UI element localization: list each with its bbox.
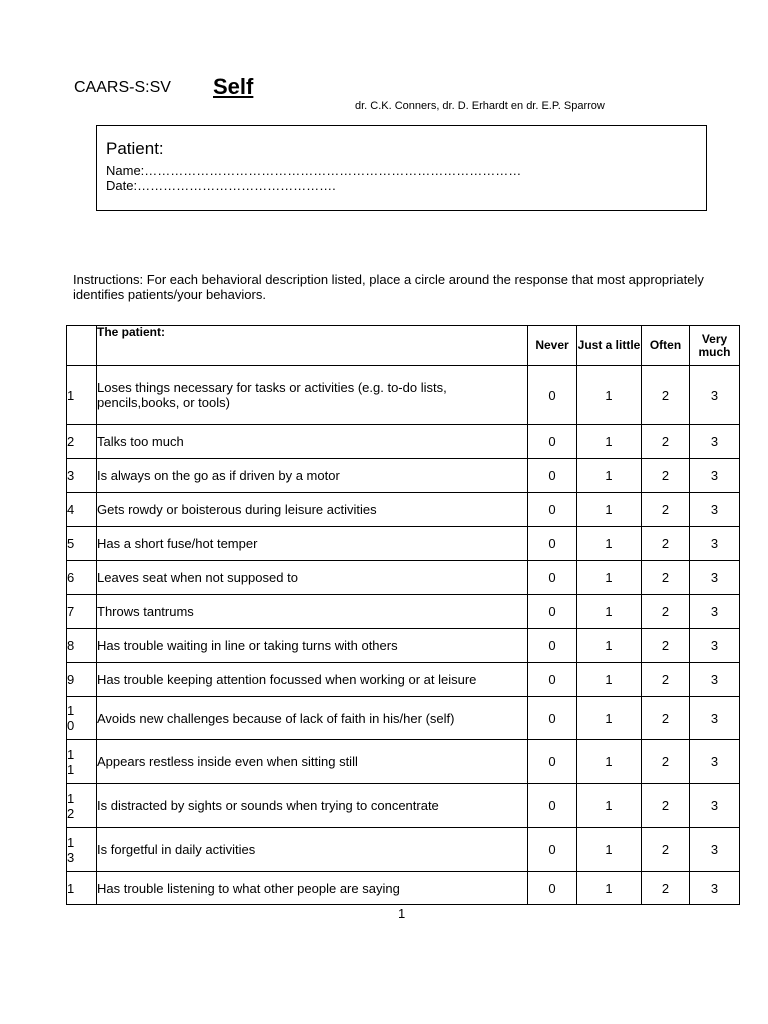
score-often[interactable]: 2 (642, 663, 690, 697)
name-field-line[interactable] (106, 163, 697, 178)
score-often[interactable]: 2 (642, 595, 690, 629)
item-number-cell (67, 697, 97, 740)
item-number-cell (67, 872, 97, 905)
item-number: 13 (67, 834, 75, 865)
name-dots: …………………………………………………………………………… (144, 163, 522, 178)
score-never[interactable]: 0 (528, 366, 577, 425)
date-dots: ………………………………………. (137, 178, 336, 193)
score-very-much[interactable]: 3 (690, 828, 740, 872)
item-number-cell (67, 561, 97, 595)
item-description: Avoids new challenges because of lack of faith in his/her (self) (97, 697, 528, 740)
item-number: 5 (67, 536, 75, 551)
score-just-a-little[interactable]: 1 (577, 595, 642, 629)
score-very-much[interactable]: 3 (690, 784, 740, 828)
score-never[interactable]: 0 (528, 663, 577, 697)
item-number-cell (67, 784, 97, 828)
score-often[interactable]: 2 (642, 697, 690, 740)
item-number-cell (67, 629, 97, 663)
score-just-a-little[interactable]: 1 (577, 459, 642, 493)
score-never[interactable]: 0 (528, 459, 577, 493)
questionnaire-table (66, 325, 740, 905)
table-row (67, 366, 740, 425)
score-very-much[interactable]: 3 (690, 459, 740, 493)
form-type-title: Self (213, 74, 254, 99)
item-description: Loses things necessary for tasks or activities (e.g. to-do lists, pencils,books, or tools) (97, 366, 528, 425)
score-often[interactable]: 2 (642, 828, 690, 872)
score-never[interactable]: 0 (528, 784, 577, 828)
item-number: 12 (67, 790, 75, 821)
score-never[interactable]: 0 (528, 828, 577, 872)
item-description: Talks too much (97, 425, 528, 459)
score-just-a-little[interactable]: 1 (577, 527, 642, 561)
score-just-a-little[interactable]: 1 (577, 561, 642, 595)
item-number: 10 (67, 703, 75, 733)
score-often[interactable]: 2 (642, 493, 690, 527)
header-item-label: The patient: (97, 326, 528, 366)
item-description: Has trouble listening to what other people are saying (97, 872, 528, 905)
authors-line: dr. C.K. Conners, dr. D. Erhardt en dr. E.P. Sparrow (355, 100, 605, 112)
item-number: 6 (67, 570, 75, 585)
date-field-line[interactable] (106, 178, 697, 193)
patient-info-box (96, 125, 707, 211)
header-very-much: Very much (690, 326, 740, 366)
item-number-cell (67, 595, 97, 629)
table-header-row (67, 326, 740, 366)
score-very-much[interactable]: 3 (690, 561, 740, 595)
item-description: Has a short fuse/hot temper (97, 527, 528, 561)
item-number: 4 (67, 502, 75, 517)
item-number: 8 (67, 638, 75, 653)
score-never[interactable]: 0 (528, 595, 577, 629)
table-row (67, 595, 740, 629)
patient-heading: Patient: (106, 139, 164, 158)
item-number: 9 (67, 672, 75, 687)
item-number-cell (67, 828, 97, 872)
header-just-a-little: Just a little (577, 326, 642, 366)
score-never[interactable]: 0 (528, 561, 577, 595)
score-never[interactable]: 0 (528, 872, 577, 905)
score-very-much[interactable]: 3 (690, 663, 740, 697)
date-label: Date: (106, 178, 138, 193)
table-row (67, 828, 740, 872)
score-never[interactable]: 0 (528, 425, 577, 459)
item-description: Throws tantrums (97, 595, 528, 629)
score-often[interactable]: 2 (642, 425, 690, 459)
item-description: Is always on the go as if driven by a motor (97, 459, 528, 493)
score-often[interactable]: 2 (642, 629, 690, 663)
table-row (67, 425, 740, 459)
score-just-a-little[interactable]: 1 (577, 663, 642, 697)
score-just-a-little[interactable]: 1 (577, 425, 642, 459)
item-number-cell (67, 740, 97, 784)
score-often[interactable]: 2 (642, 561, 690, 595)
item-number-cell (67, 425, 97, 459)
score-just-a-little[interactable]: 1 (577, 493, 642, 527)
score-never[interactable]: 0 (528, 629, 577, 663)
score-never[interactable]: 0 (528, 697, 577, 740)
score-just-a-little[interactable]: 1 (577, 366, 642, 425)
item-number-cell (67, 527, 97, 561)
item-number: 7 (67, 604, 75, 619)
table-row (67, 740, 740, 784)
score-just-a-little[interactable]: 1 (577, 872, 642, 905)
instructions-text: Instructions: For each behavioral description listed, place a circle around the response that most appropriately identifies patients/your behaviors. (73, 272, 704, 302)
item-description: Has trouble waiting in line or taking turns with others (97, 629, 528, 663)
score-very-much[interactable]: 3 (690, 527, 740, 561)
item-description: Gets rowdy or boisterous during leisure activities (97, 493, 528, 527)
score-very-much[interactable]: 3 (690, 493, 740, 527)
score-often[interactable]: 2 (642, 784, 690, 828)
score-very-much[interactable]: 3 (690, 366, 740, 425)
item-description: Has trouble keeping attention focussed when working or at leisure (97, 663, 528, 697)
form-code: CAARS-S:SV (74, 79, 171, 96)
score-very-much[interactable]: 3 (690, 740, 740, 784)
score-very-much[interactable]: 3 (690, 629, 740, 663)
score-often[interactable]: 2 (642, 872, 690, 905)
table-row (67, 629, 740, 663)
score-often[interactable]: 2 (642, 527, 690, 561)
score-often[interactable]: 2 (642, 740, 690, 784)
item-number: 3 (67, 468, 75, 483)
score-just-a-little[interactable]: 1 (577, 740, 642, 784)
item-description: Is forgetful in daily activities (97, 828, 528, 872)
score-very-much[interactable]: 3 (690, 872, 740, 905)
table-row (67, 697, 740, 740)
item-number-cell (67, 663, 97, 697)
item-number: 2 (67, 434, 75, 449)
name-label: Name: (106, 163, 145, 178)
item-description: Leaves seat when not supposed to (97, 561, 528, 595)
score-just-a-little[interactable]: 1 (577, 697, 642, 740)
item-number-cell (67, 459, 97, 493)
table-row (67, 493, 740, 527)
item-number: 1 (67, 387, 75, 403)
item-description: Appears restless inside even when sitting still (97, 740, 528, 784)
score-just-a-little[interactable]: 1 (577, 629, 642, 663)
table-row (67, 872, 740, 905)
header-never: Never (528, 326, 577, 366)
table-row (67, 663, 740, 697)
score-never[interactable]: 0 (528, 527, 577, 561)
score-just-a-little[interactable]: 1 (577, 828, 642, 872)
item-number: 11 (67, 746, 75, 777)
table-row (67, 459, 740, 493)
item-description: Is distracted by sights or sounds when trying to concentrate (97, 784, 528, 828)
item-number: 1 (67, 880, 75, 896)
header-often: Often (642, 326, 690, 366)
score-very-much[interactable]: 3 (690, 425, 740, 459)
score-never[interactable]: 0 (528, 740, 577, 784)
header-number-cell (67, 326, 97, 366)
score-just-a-little[interactable]: 1 (577, 784, 642, 828)
table-row (67, 527, 740, 561)
score-very-much[interactable]: 3 (690, 697, 740, 740)
score-often[interactable]: 2 (642, 459, 690, 493)
score-very-much[interactable]: 3 (690, 595, 740, 629)
table-row (67, 784, 740, 828)
score-often[interactable]: 2 (642, 366, 690, 425)
table-row (67, 561, 740, 595)
page-number: 1 (398, 906, 406, 921)
item-number-cell (67, 366, 97, 425)
score-never[interactable]: 0 (528, 493, 577, 527)
item-number-cell (67, 493, 97, 527)
